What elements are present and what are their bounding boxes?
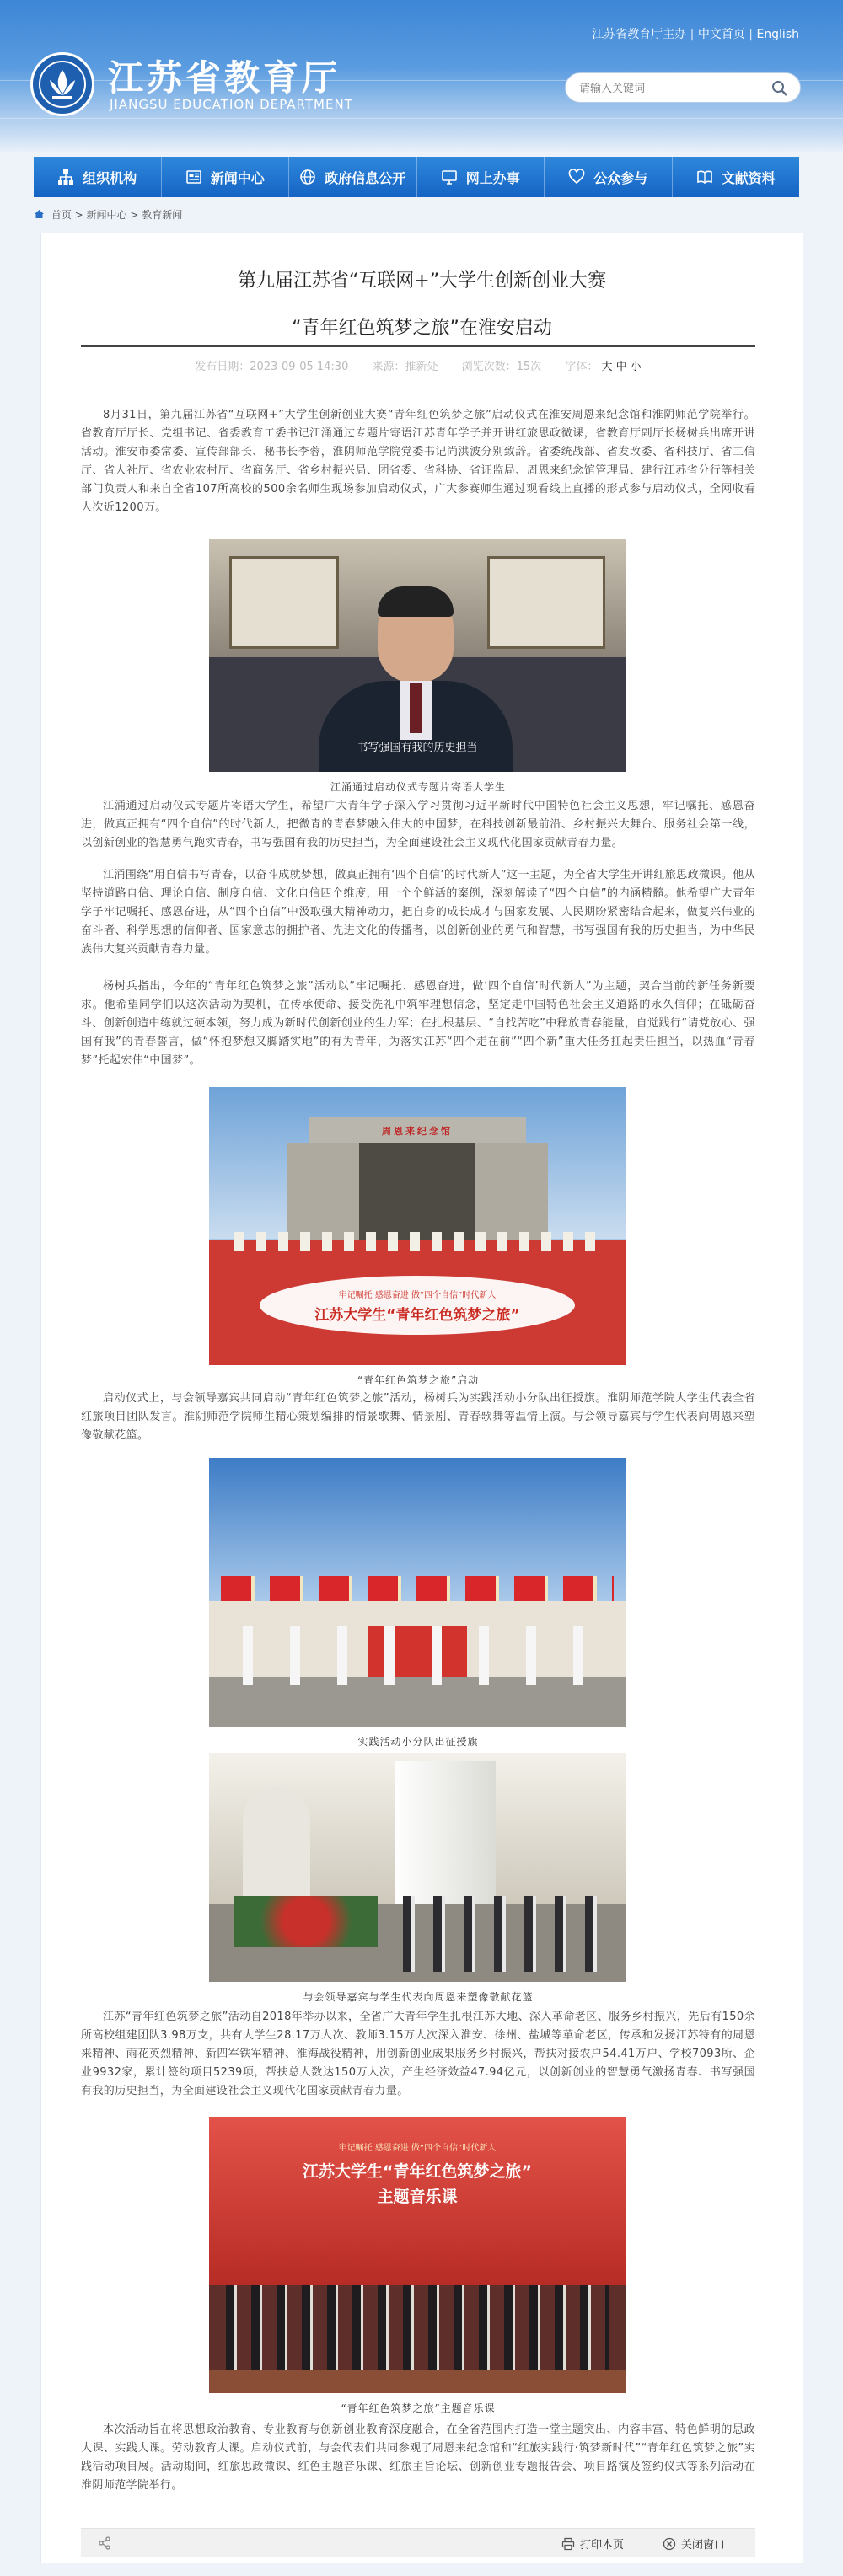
- main-nav: [34, 157, 799, 197]
- banner-subtitle: 主题音乐课: [377, 2188, 458, 2206]
- font-size-label: 字体：: [565, 361, 599, 373]
- nav-item-online-service[interactable]: [417, 157, 545, 197]
- close-label: 关闭窗口: [681, 2539, 726, 2552]
- article-paragraph: 8月31日，第九届江苏省“互联网+”大学生创新创业大赛“青年红色筑梦之旅”启动仪式在淮安周恩来纪念馆和淮阴师范学院举行。省教育厅厅长、党组书记、省委教育工委书记江涌通过专题片寄语江苏青年学子并开讲红旅思政微课，省教育厅副厅长杨树兵出席开讲活动。淮安市委常委、宣传部部长、秘书长李蓉，淮阴师范学院党委书记尚洪波分别致辞。省委统战部、省发改委、省科技厅、省工信厅、省人社厅、省农业农村厅、省商务厅、省乡村振兴局、团省委、省科协、省证监局、周恩来纪念馆管理局、建行江苏省分行等相关部门负责人和来自全省107所高校的500余名师生现场参加启动仪式，广大参赛师生通过观看线上直播的形式参与启动仪式，全网收看人次近1200万。: [81, 409, 755, 514]
- article-paragraph: 江涌围绕“用自信书写青春，以奋斗成就梦想，做真正拥有‘四个自信’的时代新人”这一主题，为全省大学生开讲红旅思政微课。他从坚持道路自信、理论自信、制度自信、文化自信四个维度，用一个个鲜活的案例，深刻解读了“四个自信”的内涵精髓。他希望广大青年学子牢记嘱托、感恩奋进，从“四个自信”中汲取强大精神动力，把自身的成长成才与国家发展、人民期盼紧密结合起来，做复兴伟业的奋斗者、科学思想的信仰者、国家意志的拥护者、先进文化的传播者，以创新创业的勇气和智慧，书写强国有我的历史担当，为中华民族伟大复兴贡献青春力量。: [81, 869, 755, 956]
- sponsor-text: 江苏省教育厅主办: [592, 28, 687, 41]
- photo-caption: 与会领导嘉宾与学生代表向周恩来塑像敬献花篮: [303, 1991, 534, 2003]
- emblem-graphic: [38, 60, 87, 109]
- nav-label: 网上办事: [465, 169, 520, 186]
- globe-icon: [299, 169, 316, 185]
- article-source: 来源：推新处: [372, 361, 438, 373]
- view-count: 浏览次数：15次: [461, 361, 542, 373]
- site-logo-english: JIANGSU EDUCATION DEPARTMENT: [110, 97, 353, 112]
- font-size-large[interactable]: 大: [601, 361, 613, 373]
- article-paragraph: 启动仪式上，与会领导嘉宾共同启动“青年红色筑梦之旅”活动，杨树兵为实践活动小分队出征授旗。淮阴师范学院大学生代表全省红旅项目团队发言。淮阴师范学院师生精心策划编排的情景歌舞、情景剧、青春歌舞等温情上演。与会领导嘉宾与学生代表向周恩来塑像敬献花篮。: [81, 1392, 755, 1442]
- nav-label: 政府信息公开: [325, 169, 406, 186]
- speaker-photo: [209, 539, 626, 772]
- article-title: 第九届江苏省“互联网+”大学生创新创业大赛: [237, 270, 607, 292]
- top-links: 江苏省教育厅主办 | 中文首页 | English: [592, 28, 799, 41]
- nav-item-gov-info[interactable]: [289, 157, 417, 197]
- launch-ceremony-photo: [209, 1087, 626, 1365]
- search-input[interactable]: [579, 79, 765, 98]
- article-paragraph: 江苏“青年红色筑梦之旅”活动自2018年举办以来，全省广大青年学生扎根江苏大地、深入革命老区、服务乡村振兴，先后有150余所高校组建团队3.98万支，共有大学生28.17万人次、教师3.15万人次深入淮安、徐州、盐城等革命老区，传承和发扬江苏特有的周恩来精神、雨花英烈精神、新四军铁军精神、淮海战役精神，用创新创业成果服务乡村振兴，帮扶对接农户54.41万户、学校7093所、企业9932家，累计签约项目5239项，帮扶总人数达150万人次，产生经济效益47.94亿元，以创新创业的智慧勇气激扬青春、书写强国有我的历史担当，为全面建设社会主义现代化国家贡献青春力量。: [81, 2011, 755, 2097]
- nav-label: 公众参与: [593, 169, 648, 186]
- nav-label: 组织机构: [83, 169, 137, 186]
- banner-title: 江苏大学生“青年红色筑梦之旅”: [314, 1307, 520, 1324]
- nav-label: 文献资料: [721, 169, 776, 186]
- close-window-button[interactable]: [663, 2536, 725, 2552]
- building-sign: 周恩来纪念馆: [382, 1126, 453, 1137]
- print-label: 打印本页: [580, 2539, 625, 2552]
- banner-title: 江苏大学生“青年红色筑梦之旅”: [303, 2162, 532, 2181]
- org-chart-icon: [57, 169, 74, 185]
- search-icon[interactable]: [771, 80, 788, 97]
- breadcrumb: 首页 > 新闻中心 > 教育新闻: [34, 207, 182, 222]
- banner-slogan: 牢记嘱托 感恩奋进 做“四个自信”时代新人: [338, 2144, 497, 2153]
- nav-item-news[interactable]: [162, 157, 290, 197]
- share-icon[interactable]: [98, 2536, 111, 2550]
- monitor-icon: [441, 169, 458, 185]
- photo-caption: “青年红色筑梦之旅”启动: [357, 1374, 480, 1386]
- video-subtitle: 书写强国有我的历史担当: [357, 742, 478, 754]
- close-icon: [663, 2537, 676, 2551]
- article-paragraph: 杨树兵指出，今年的“青年红色筑梦之旅”活动以“牢记嘱托、感恩奋进，做‘四个自信’时代新人”为主题，契合当前的新任务新要求。他希望同学们以这次活动为契机，在传承使命、接受洗礼中筑牢理想信念，坚定走中国特色社会主义道路的永久信仰；在砥砺奋斗、创新创造中练就过硬本领，努力成为新时代创新创业的生力军；在扎根基层、“自找苦吃”中释放青春能量，自觉践行“请党放心、强国有我”的青春誓言，做“怀抱梦想又脚踏实地”的有为青年，为落实江苏“四个走在前”“四个新”重大任务扛起责任担当，以热血“青春梦”托起宏伟“中国梦”。: [81, 980, 755, 1067]
- banner-slogan: 牢记嘱托 感恩奋进 做“四个自信”时代新人: [338, 1291, 497, 1300]
- heart-hands-icon: [568, 169, 585, 185]
- article-paragraph: 本次活动旨在将思想政治教育、专业教育与创新创业教育深度融合，在全省范围内打造一堂主题突出、内容丰富、特色鲜明的思政大课、实践大课。劳动教育大课。启动仪式前，与会代表们共同参观了周恩来纪念馆和“红旅实践行·筑梦新时代”“青年红色筑梦之旅”实践活动项目展。活动期间，红旅思政微课、红色主题音乐课、红旅主旨论坛、创新创业专题报告会、项目路演及签约仪式等系列活动在淮阴师范学院举行。: [81, 2423, 755, 2492]
- publish-date: 发布日期：2023-09-05 14:30: [195, 361, 349, 373]
- article-paragraph: 江涌通过启动仪式专题片寄语大学生，希望广大青年学子深入学习贯彻习近平新时代中国特色社会主义思想，牢记嘱托、感恩奋进，做真正拥有“四个自信”的时代新人，把微青的青春梦融入伟大的中国梦，在科技创新最前沿、乡村振兴大舞台、服务社会第一线，以创新创业的智慧勇气跑实青春，书写强国有我的历史担当，为全面建设社会主义现代化国家贡献青春力量。: [81, 800, 755, 849]
- newspaper-icon: [185, 169, 202, 185]
- book-icon: [696, 169, 713, 185]
- breadcrumb-news[interactable]: 新闻中心: [86, 209, 127, 221]
- nav-item-documents[interactable]: [673, 157, 800, 197]
- logo-emblem-icon[interactable]: [30, 52, 94, 116]
- memorial-hall-photo: [209, 1753, 626, 1982]
- photo-caption: “青年红色筑梦之旅”主题音乐课: [341, 2402, 496, 2414]
- photo-caption: 实践活动小分队出征授旗: [357, 1736, 479, 1748]
- nav-item-public[interactable]: [545, 157, 673, 197]
- article-meta: [81, 357, 755, 373]
- breadcrumb-edu-news[interactable]: 教育新闻: [142, 209, 183, 221]
- music-class-photo: [209, 2117, 626, 2393]
- english-link[interactable]: English: [756, 28, 799, 41]
- site-logo-text[interactable]: 江苏省教育厅: [108, 57, 341, 99]
- font-size-small[interactable]: 小: [630, 361, 642, 373]
- home-icon: [34, 209, 45, 219]
- nav-label: 新闻中心: [210, 169, 265, 186]
- font-size-medium[interactable]: 中: [615, 361, 627, 373]
- flag-ceremony-photo: [209, 1458, 626, 1727]
- article-subtitle: “青年红色筑梦之旅”在淮安启动: [292, 318, 552, 339]
- photo-caption: 江涌通过启动仪式专题片寄语大学生: [330, 781, 506, 793]
- breadcrumb-home[interactable]: 首页: [51, 209, 72, 221]
- site-header: [0, 0, 843, 152]
- print-button[interactable]: [561, 2536, 624, 2552]
- nav-item-org[interactable]: [34, 157, 162, 197]
- article-action-bar: [81, 2528, 755, 2557]
- title-divider: [81, 345, 755, 347]
- home-link[interactable]: 中文首页: [697, 28, 745, 41]
- search-box: [565, 72, 801, 103]
- header-decor-line: [0, 118, 843, 119]
- printer-icon: [561, 2537, 575, 2551]
